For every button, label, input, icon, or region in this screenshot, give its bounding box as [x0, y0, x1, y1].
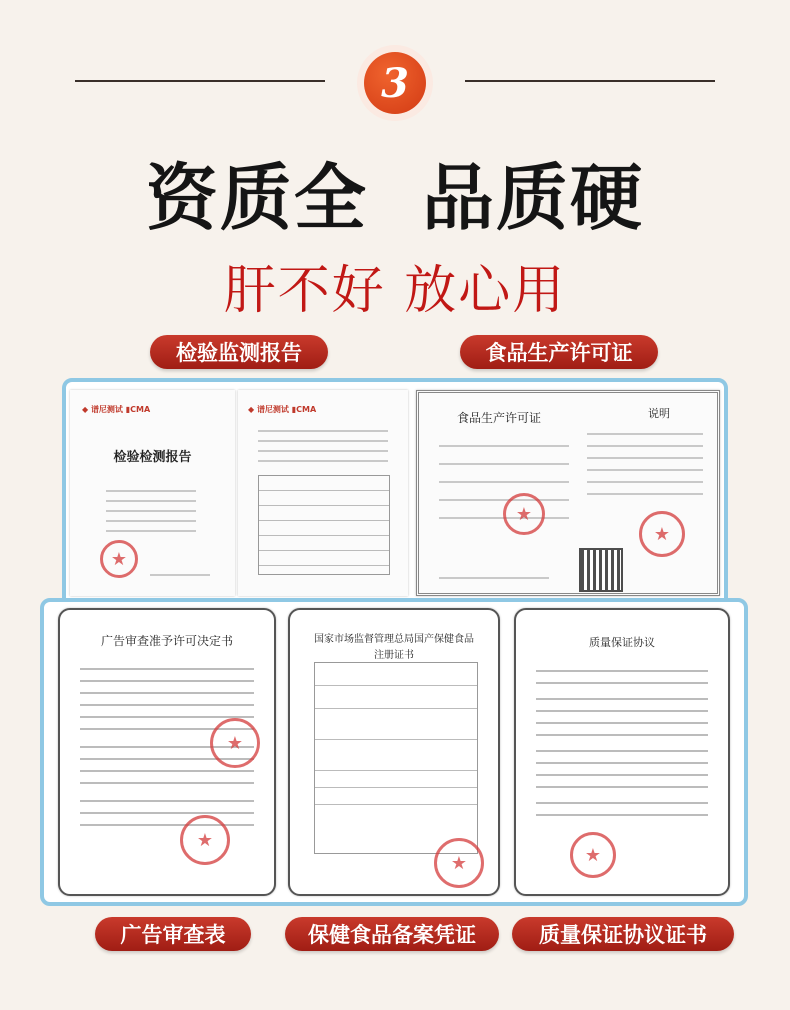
header-rule-left	[75, 80, 325, 82]
ad-review-stamp-2: ★	[180, 815, 230, 865]
license-stamp-left: ★	[503, 493, 545, 535]
report-table	[258, 475, 390, 575]
bottom-certificate-panel	[40, 598, 748, 906]
lab-logo-2: ◆ 谱尼测试 ▮CMA	[248, 405, 317, 414]
filing-stamp: ★	[434, 838, 484, 888]
report-stamp: ★	[100, 540, 138, 578]
label-quality-agreement: 质量保证协议证书	[512, 917, 734, 951]
agreement-stamp: ★	[570, 832, 616, 878]
headline: 资质全 品质硬	[145, 156, 645, 240]
subline: 肝不好 放心用	[223, 261, 567, 321]
step-number: 3	[364, 52, 426, 114]
header-rule-right	[465, 80, 715, 82]
label-ad-review: 广告审查表	[95, 917, 251, 951]
license-stamp-right: ★	[639, 511, 685, 557]
inspection-report-page-1	[70, 390, 235, 596]
inspection-report-page-2	[238, 390, 408, 596]
label-inspection-report: 检验监测报告	[150, 335, 328, 369]
health-food-filing-doc	[288, 608, 500, 896]
filing-title-2: 注册证书	[374, 650, 414, 661]
food-license-title: 食品生产许可证	[456, 411, 541, 425]
top-certificate-panel	[62, 378, 728, 610]
ad-review-stamp-1: ★	[210, 718, 260, 768]
filing-table	[314, 662, 478, 854]
quality-agreement-doc	[514, 608, 730, 896]
lab-logo: ◆ 谱尼测试 ▮CMA	[82, 405, 151, 414]
label-food-license: 食品生产许可证	[460, 335, 658, 369]
license-qr-code	[579, 548, 623, 592]
inspection-report-title: 检验检测报告	[113, 450, 192, 465]
ad-review-doc	[58, 608, 276, 896]
food-license-doc	[416, 390, 720, 596]
filing-title-1: 国家市场监督管理总局国产保健食品	[314, 634, 474, 645]
label-health-food-filing: 保健食品备案凭证	[285, 917, 499, 951]
ad-review-title: 广告审查准予许可决定书	[100, 634, 233, 648]
agreement-title: 质量保证协议	[589, 636, 655, 649]
step-badge	[357, 45, 433, 121]
food-license-note: 说明	[648, 407, 670, 420]
